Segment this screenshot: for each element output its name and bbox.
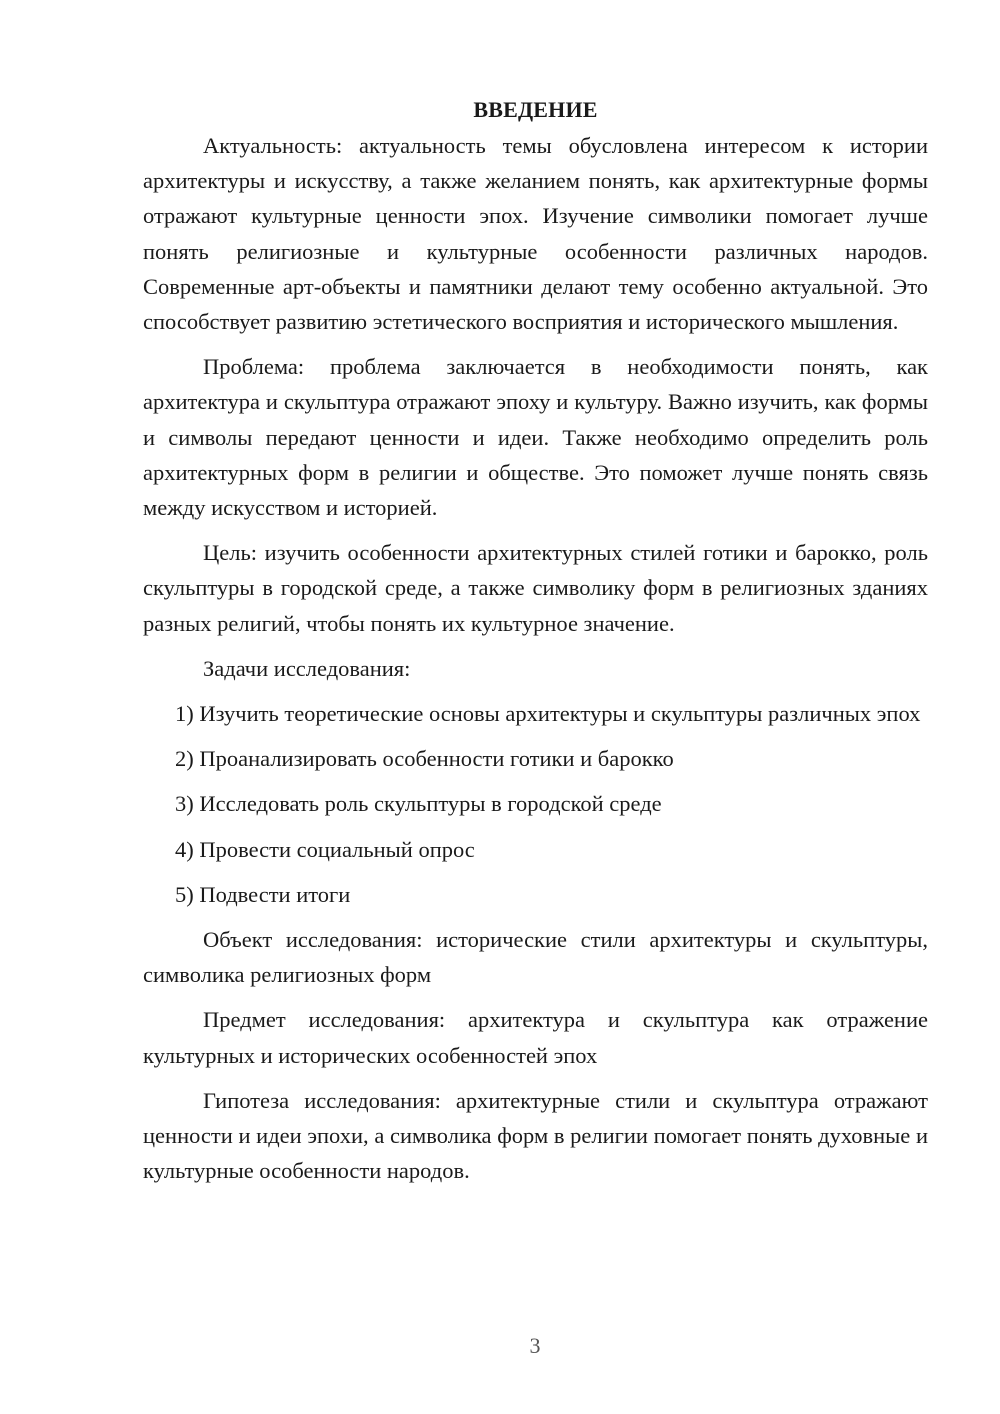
task-item: 5) Подвести итоги [175, 881, 351, 907]
task-item: 4) Провести социальный опрос [175, 836, 475, 862]
tasks-heading: Задачи исследования: [203, 655, 411, 681]
page-number: 3 [529, 1333, 541, 1358]
page-title: ВВЕДЕНИЕ [473, 97, 598, 122]
task-item: 2) Проанализировать особенности готики и барокко [175, 746, 674, 772]
object-paragraph: Объект исследования: исторические стили архитектуры и скульптуры, символика религиозных форм [143, 927, 928, 988]
subject-paragraph: Предмет исследования: архитектура и скульптура как отражение культурных и исторических особенностей эпох [143, 1007, 928, 1068]
task-item: 1) Изучить теоретические основы архитектуры и скульптуры различных эпох [175, 701, 921, 727]
relevance-paragraph: Актуальность: актуальность темы обусловлена интересом к истории архитектуры и искусству, а также желанием понять, как архитектурные формы отражают культурные ценности эпох. Изучение символики помогает лучше понять религиозные и культурные особенности различных народов. Современные арт-объекты и памятники делают тему особенно актуальной. Это способствует развитию эстетического восприятия и исторического мышления. [143, 133, 928, 335]
problem-paragraph: Проблема: проблема заключается в необходимости понять, как архитектура и скульптура отражают эпоху и культуру. Важно изучить, как формы и символы передают ценности и идеи. Также необходимо определить роль архитектурных форм в религии и обществе. Это поможет лучше понять связь между искусством и историей. [143, 354, 928, 521]
document-page [143, 92, 928, 1188]
hypothesis-paragraph: Гипотеза исследования: архитектурные стили и скульптура отражают ценности и идеи эпохи, а символика форм в религии помогает понять духовные и культурные особенности народов. [143, 1087, 928, 1184]
goal-paragraph: Цель: изучить особенности архитектурных стилей готики и барокко, роль скульптуры в городской среде, а также символику форм в религиозных зданиях разных религий, чтобы понять их культурное значение. [143, 540, 928, 636]
task-item: 3) Исследовать роль скульптуры в городской среде [175, 791, 662, 817]
